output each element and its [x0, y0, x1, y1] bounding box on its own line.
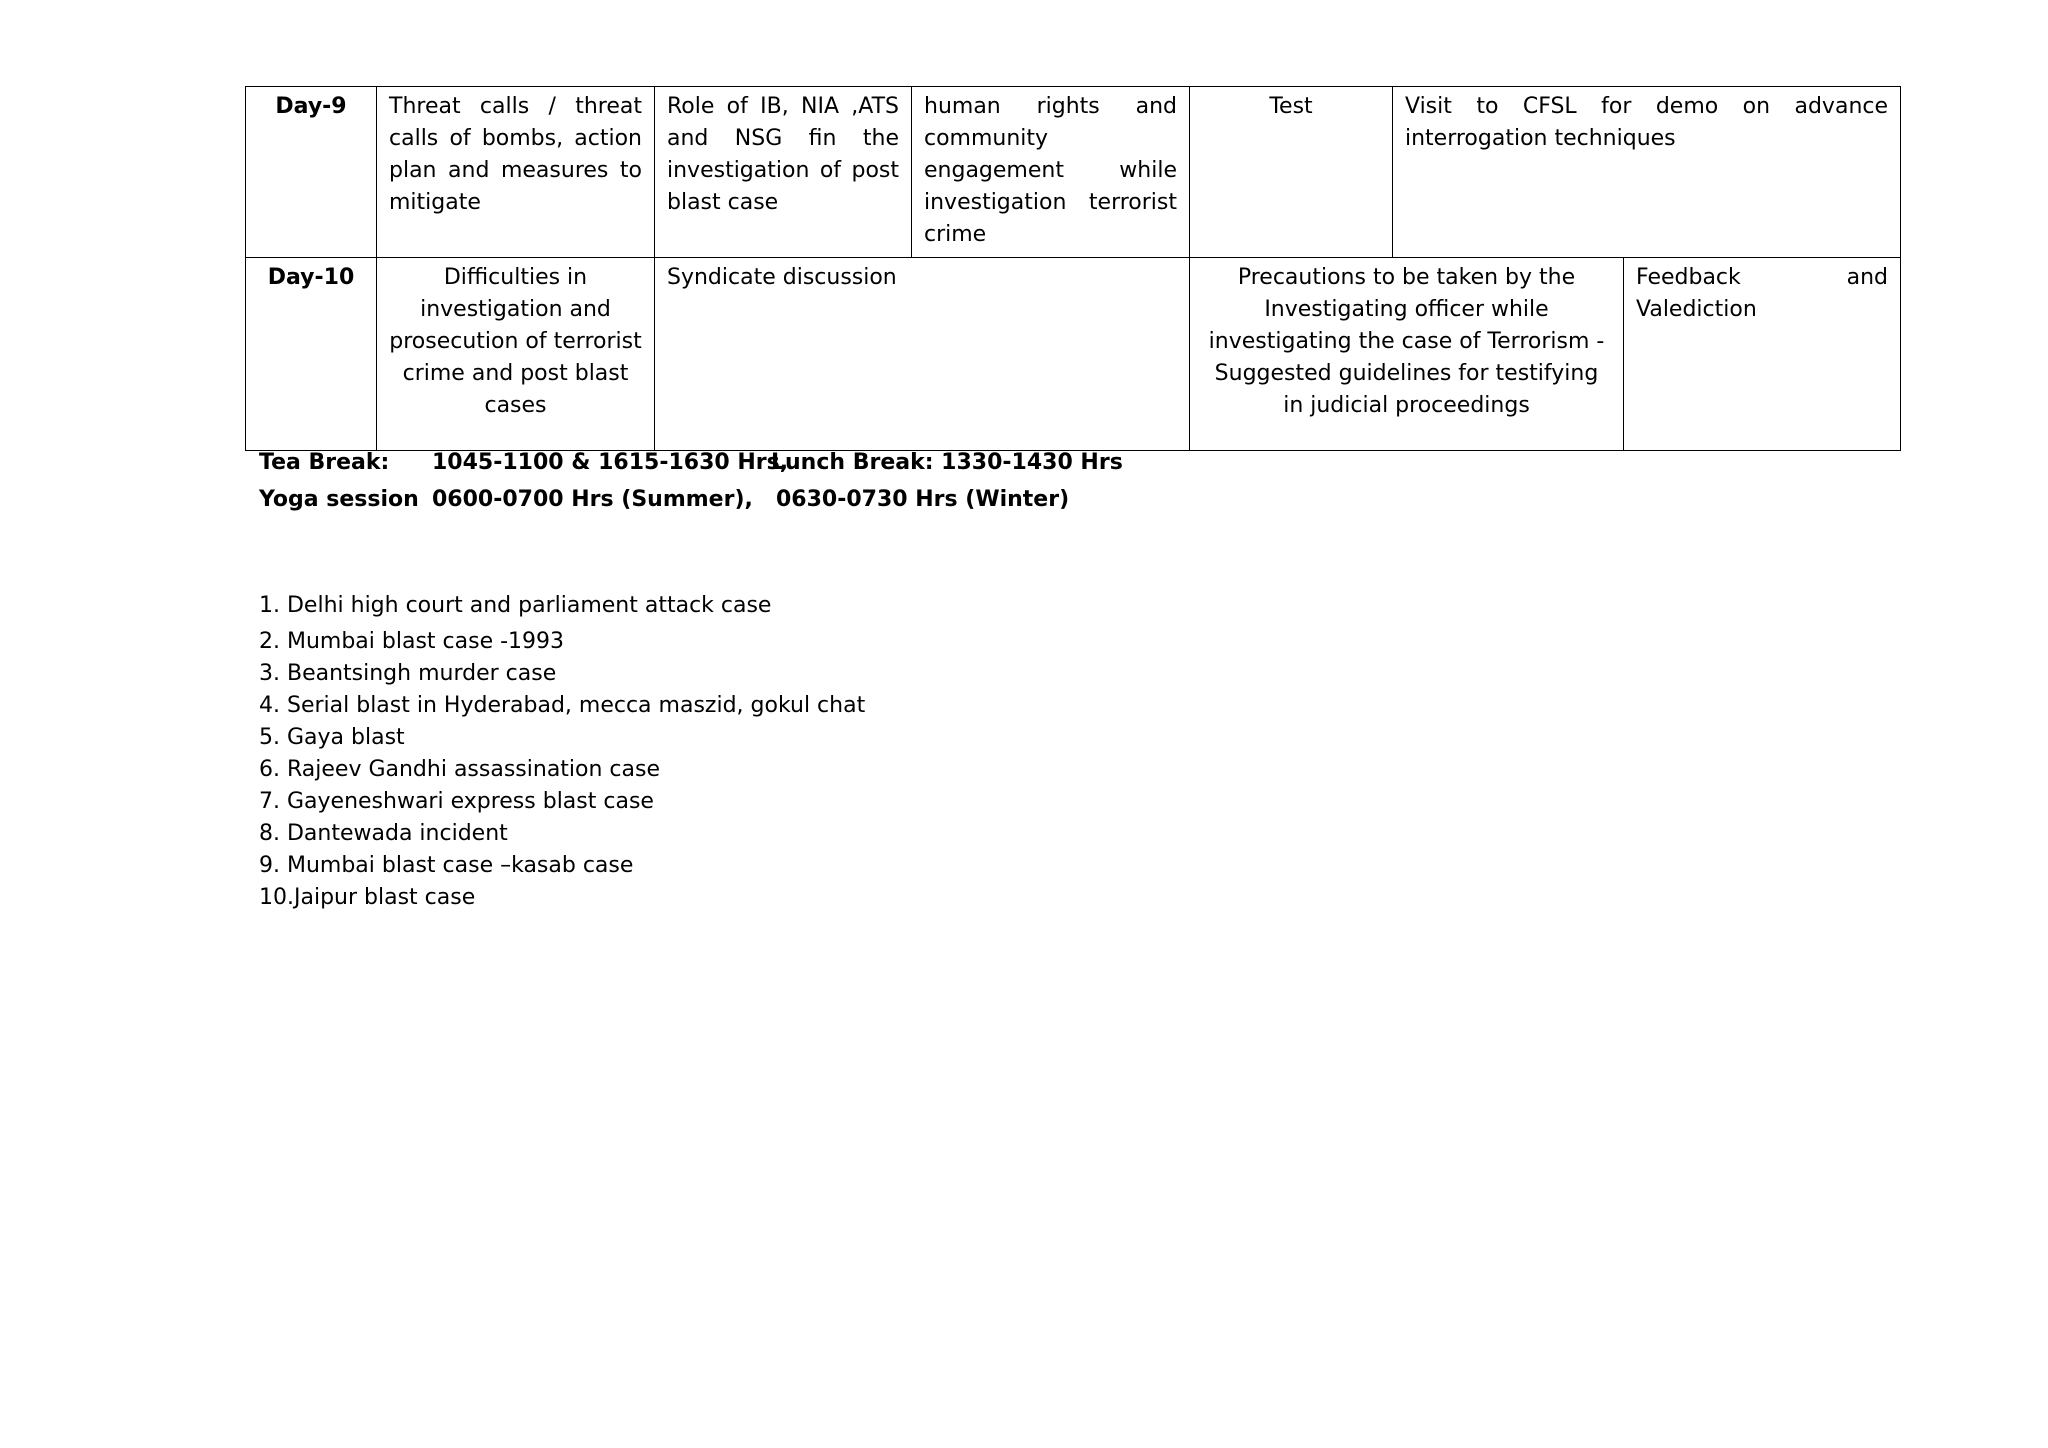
session-cell: Syndicate discussion	[655, 258, 1190, 451]
day-label: Day-9	[246, 87, 377, 258]
yoga-winter-time: 0630-0730 Hrs (Winter)	[776, 487, 1070, 512]
yoga-label: Yoga session	[259, 487, 419, 512]
list-item: 9. Mumbai blast case –kasab case	[259, 853, 634, 878]
list-item: 10.Jaipur blast case	[259, 885, 476, 910]
list-item: 4. Serial blast in Hyderabad, mecca maszid, gokul chat	[259, 693, 866, 718]
lunch-break: Lunch Break: 1330-1430 Hrs	[771, 450, 1123, 475]
session-cell: Visit to CFSL for demo on advance interrogation techniques	[1393, 87, 1901, 258]
day-label: Day-10	[246, 258, 377, 451]
list-item: 5. Gaya blast	[259, 725, 405, 750]
list-item: 3. Beantsingh murder case	[259, 661, 557, 686]
tea-break-time: 1045-1100 & 1615-1630 Hrs,	[432, 450, 789, 475]
list-item: 6. Rajeev Gandhi assassination case	[259, 757, 661, 782]
session-cell: Test	[1190, 87, 1393, 258]
list-item: 8. Dantewada incident	[259, 821, 508, 846]
session-cell: Difficulties in investigation and prosecution of terrorist crime and post blast cases	[377, 258, 655, 451]
yoga-summer-time: 0600-0700 Hrs (Summer),	[432, 487, 753, 512]
tea-break-label: Tea Break:	[259, 450, 390, 475]
session-cell: Feedback and Valediction	[1624, 258, 1901, 451]
list-item: 7. Gayeneshwari express blast case	[259, 789, 654, 814]
session-cell: Threat calls / threat calls of bombs, action plan and measures to mitigate	[377, 87, 655, 258]
table-row-day-9	[246, 87, 1901, 258]
list-item: 2. Mumbai blast case -1993	[259, 629, 565, 654]
list-item: 1. Delhi high court and parliament attack case	[259, 593, 772, 618]
session-cell: Precautions to be taken by the Investigating officer while investigating the case of Terrorism - Suggested guidelines for testifying in judicial proceedings	[1190, 258, 1624, 451]
session-cell: Role of IB, NIA ,ATS and NSG fin the investigation of post blast case	[655, 87, 912, 258]
table-row-day-10	[246, 258, 1901, 451]
case-study-list	[259, 590, 865, 914]
session-cell: human rights and community engagement while investigation terrorist crime	[912, 87, 1190, 258]
training-schedule-table	[245, 86, 1901, 451]
